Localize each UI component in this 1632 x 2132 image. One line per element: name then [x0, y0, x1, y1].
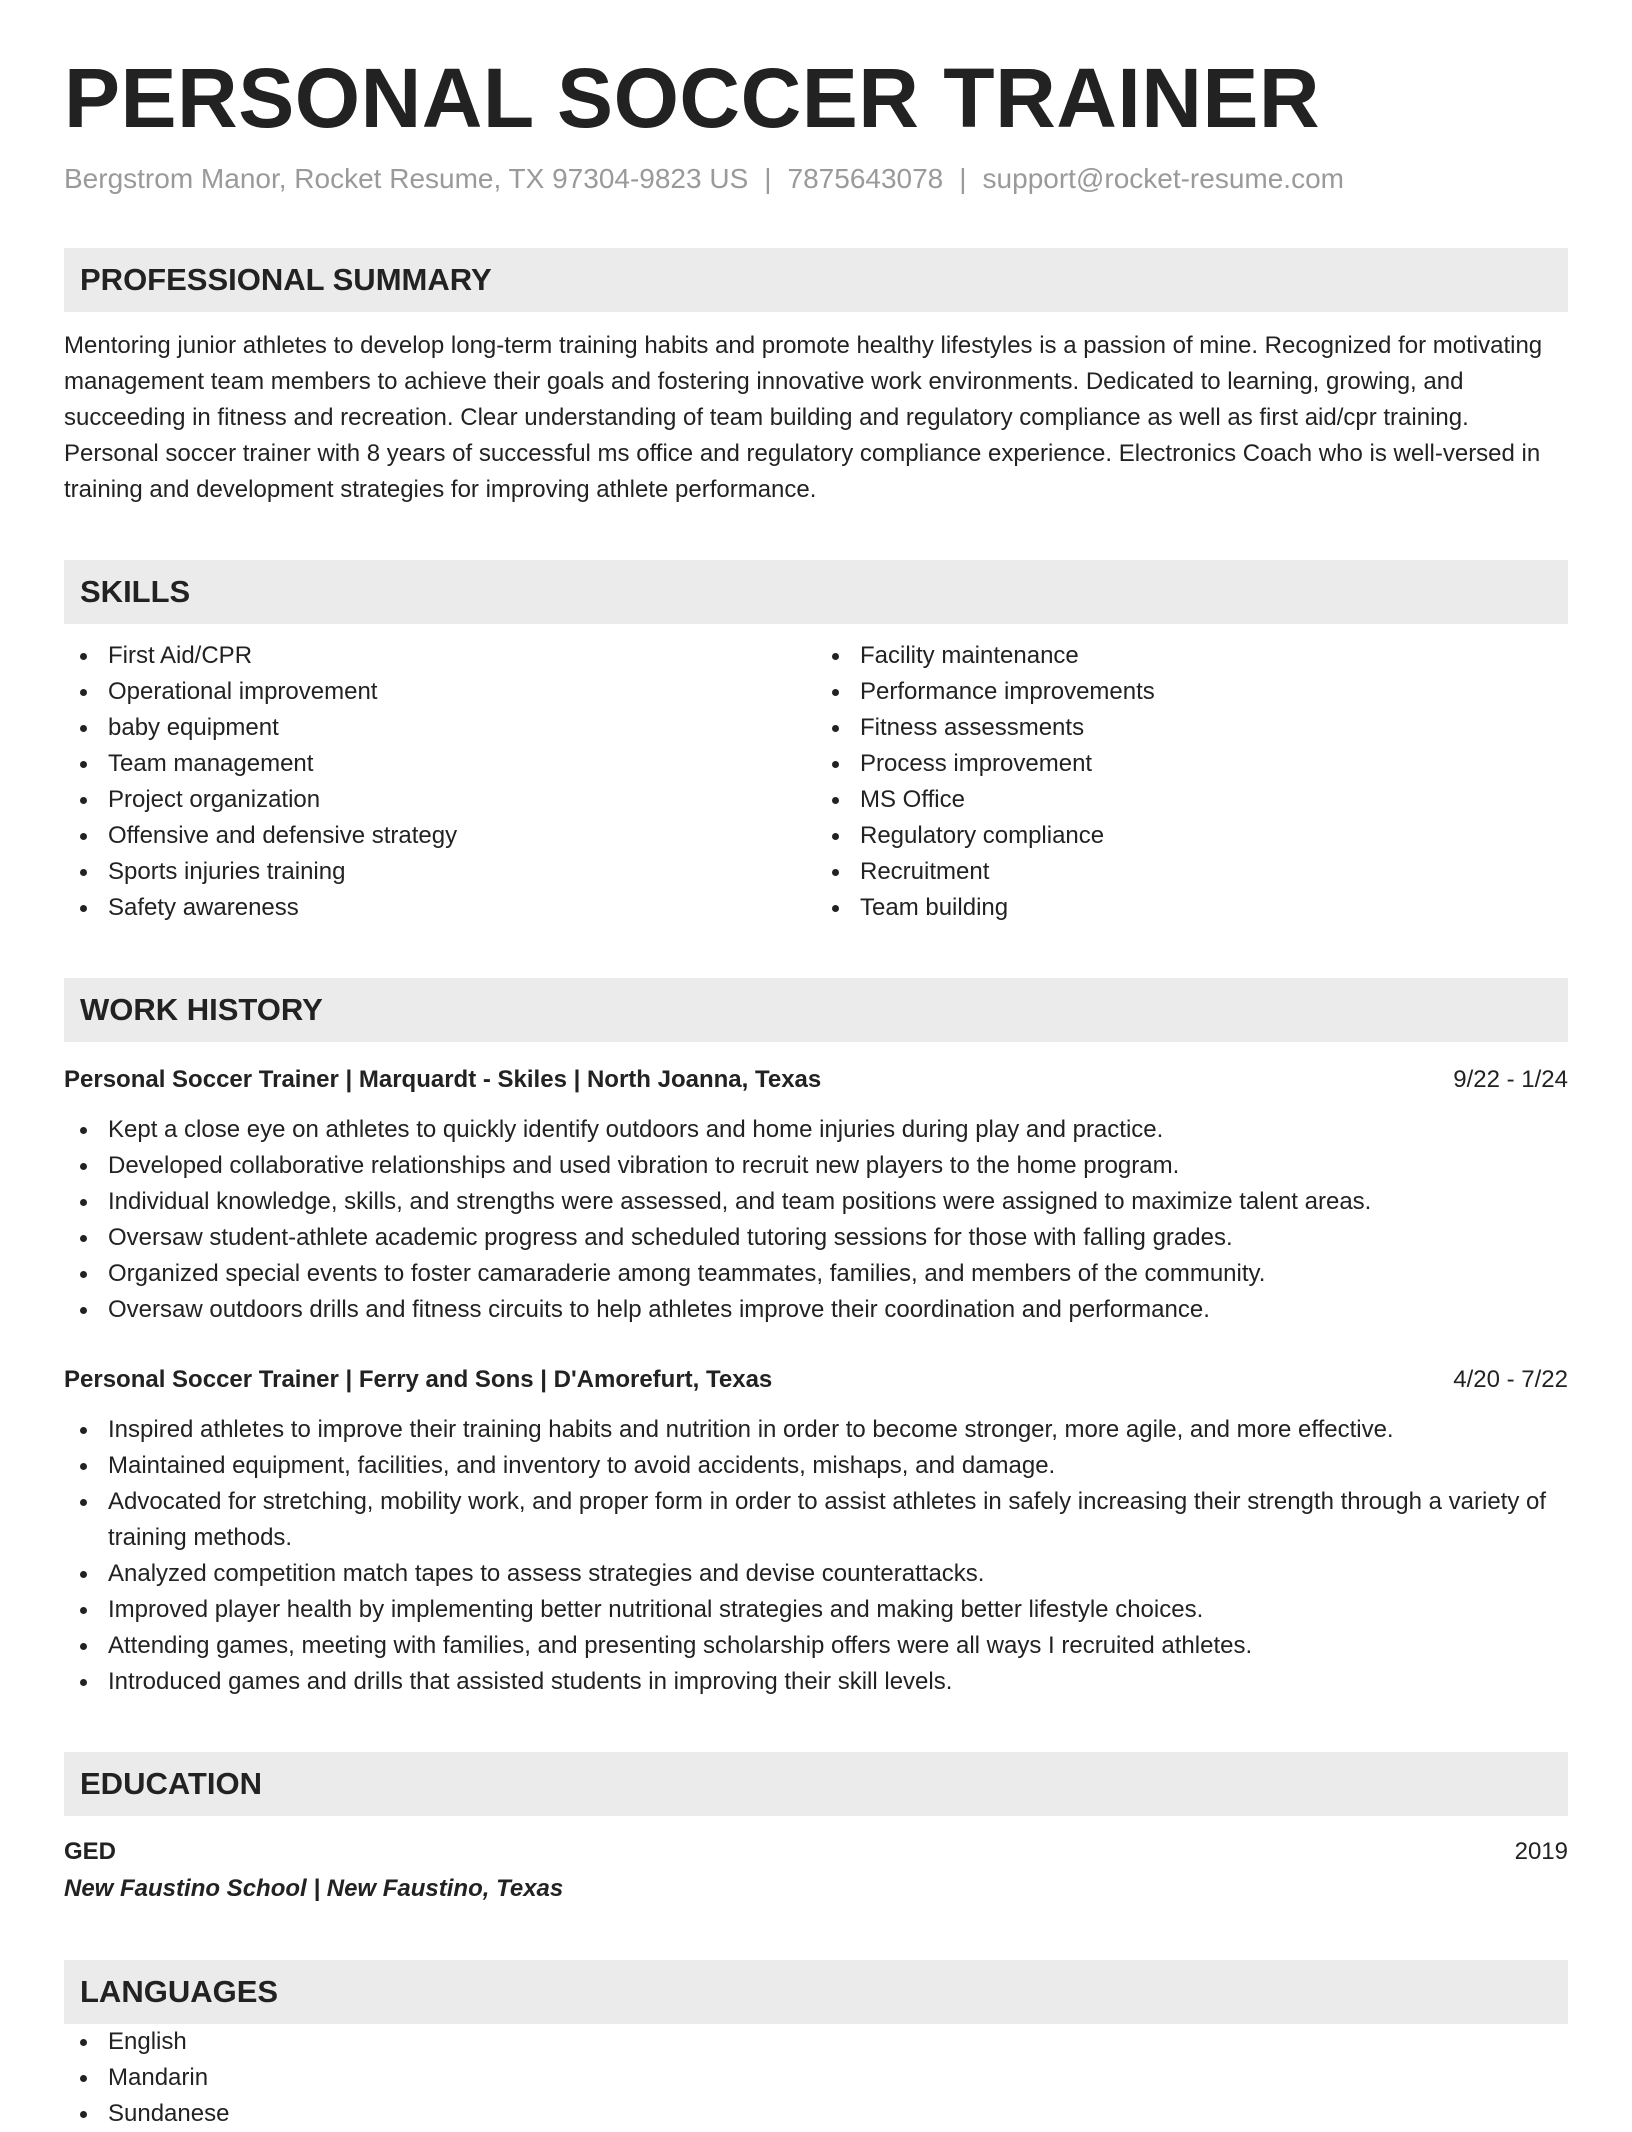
skill-item: Facility maintenance — [816, 638, 1568, 674]
language-item: Sundanese — [64, 2096, 1568, 2132]
skill-item: Sports injuries training — [64, 854, 816, 890]
job-bullet: Oversaw student-athlete academic progress and scheduled tutoring sessions for those with falling grades. — [64, 1220, 1568, 1256]
contact-line — [64, 162, 1568, 196]
contact-email: support@rocket-resume.com — [982, 163, 1344, 195]
contact-separator: | — [764, 163, 772, 195]
skills-list-right — [816, 638, 1568, 926]
skill-item: Team building — [816, 890, 1568, 926]
summary-text: Mentoring junior athletes to develop long-term training habits and promote healthy lifestyles is a passion of mine. Recognized for motivating management team members to achieve their goals and fostering innovative work environments. Dedicated to learning, growing, and succeeding in fitness and recreation. Clear understanding of team building and regulatory compliance as well as first aid/cpr training. Personal soccer trainer with 8 years of successful ms office and regulatory compliance experience. Electronics Coach who is well-versed in training and development strategies for improving athlete performance. — [64, 331, 1543, 503]
skill-item: baby equipment — [64, 710, 816, 746]
job-entry — [64, 1062, 1568, 1328]
education-degree: GED — [64, 1837, 117, 1865]
job-bullets — [64, 1412, 1568, 1700]
job-bullet: Organized special events to foster camaraderie among teammates, families, and members of the community. — [64, 1256, 1568, 1292]
skill-item: Safety awareness — [64, 890, 816, 926]
skill-item: Regulatory compliance — [816, 818, 1568, 854]
education-year: 2019 — [1514, 1837, 1568, 1865]
education-entry — [64, 1834, 1568, 1908]
skill-item: Process improvement — [816, 746, 1568, 782]
job-bullet: Analyzed competition match tapes to assess strategies and devise counterattacks. — [64, 1556, 1568, 1592]
skill-item: Project organization — [64, 782, 816, 818]
job-title: Personal Soccer Trainer | Ferry and Sons | D'Amorefurt, Texas — [64, 1365, 773, 1393]
section-header-summary: PROFESSIONAL SUMMARY — [64, 248, 1568, 312]
job-bullet: Improved player health by implementing better nutritional strategies and making better lifestyle choices. — [64, 1592, 1568, 1628]
job-heading-row — [64, 1362, 1568, 1398]
skill-item: Recruitment — [816, 854, 1568, 890]
job-entry — [64, 1362, 1568, 1700]
skill-item: Performance improvements — [816, 674, 1568, 710]
job-bullet: Developed collaborative relationships and used vibration to recruit new players to the home program. — [64, 1148, 1568, 1184]
education-heading-row — [64, 1834, 1568, 1870]
skill-item: First Aid/CPR — [64, 638, 816, 674]
section-header-languages: LANGUAGES — [64, 1960, 1568, 2024]
job-bullet: Kept a close eye on athletes to quickly identify outdoors and home injuries during play and practice. — [64, 1112, 1568, 1148]
skill-item: Team management — [64, 746, 816, 782]
skills-column-right — [816, 638, 1568, 926]
skills-grid — [64, 638, 1568, 926]
skills-list-left — [64, 638, 816, 926]
job-bullet: Attending games, meeting with families, and presenting scholarship offers were all ways I recruited athletes. — [64, 1628, 1568, 1664]
job-bullet: Oversaw outdoors drills and fitness circuits to help athletes improve their coordination and performance. — [64, 1292, 1568, 1328]
job-title: Personal Soccer Trainer | Marquardt - Skiles | North Joanna, Texas — [64, 1065, 822, 1093]
section-header-work-history: WORK HISTORY — [64, 978, 1568, 1042]
job-bullet: Inspired athletes to improve their training habits and nutrition in order to become stronger, more agile, and more effective. — [64, 1412, 1568, 1448]
contact-address: Bergstrom Manor, Rocket Resume, TX 97304-9823 US — [64, 163, 749, 195]
job-dates: 9/22 - 1/24 — [1453, 1065, 1568, 1093]
skill-item: Offensive and defensive strategy — [64, 818, 816, 854]
skill-item: MS Office — [816, 782, 1568, 818]
skill-item: Operational improvement — [64, 674, 816, 710]
resume-name: PERSONAL SOCCER TRAINER — [64, 51, 1321, 145]
education-school: New Faustino School | New Faustino, Texas — [64, 1874, 564, 1902]
job-bullet: Advocated for stretching, mobility work, and proper form in order to assist athletes in safely increasing their strength through a variety of training methods. — [64, 1484, 1568, 1556]
contact-phone: 7875643078 — [787, 163, 944, 195]
job-bullet: Maintained equipment, facilities, and inventory to avoid accidents, mishaps, and damage. — [64, 1448, 1568, 1484]
job-bullets — [64, 1112, 1568, 1328]
job-heading-row — [64, 1062, 1568, 1098]
languages-list — [64, 2024, 1568, 2132]
contact-separator: | — [959, 163, 967, 195]
language-item: English — [64, 2024, 1568, 2060]
job-bullet: Introduced games and drills that assisted students in improving their skill levels. — [64, 1664, 1568, 1700]
job-dates: 4/20 - 7/22 — [1453, 1365, 1568, 1393]
skill-item: Fitness assessments — [816, 710, 1568, 746]
section-header-education: EDUCATION — [64, 1752, 1568, 1816]
job-bullet: Individual knowledge, skills, and strengths were assessed, and team positions were assigned to maximize talent areas. — [64, 1184, 1568, 1220]
skills-column-left — [64, 638, 816, 926]
section-header-skills: SKILLS — [64, 560, 1568, 624]
language-item: Mandarin — [64, 2060, 1568, 2096]
